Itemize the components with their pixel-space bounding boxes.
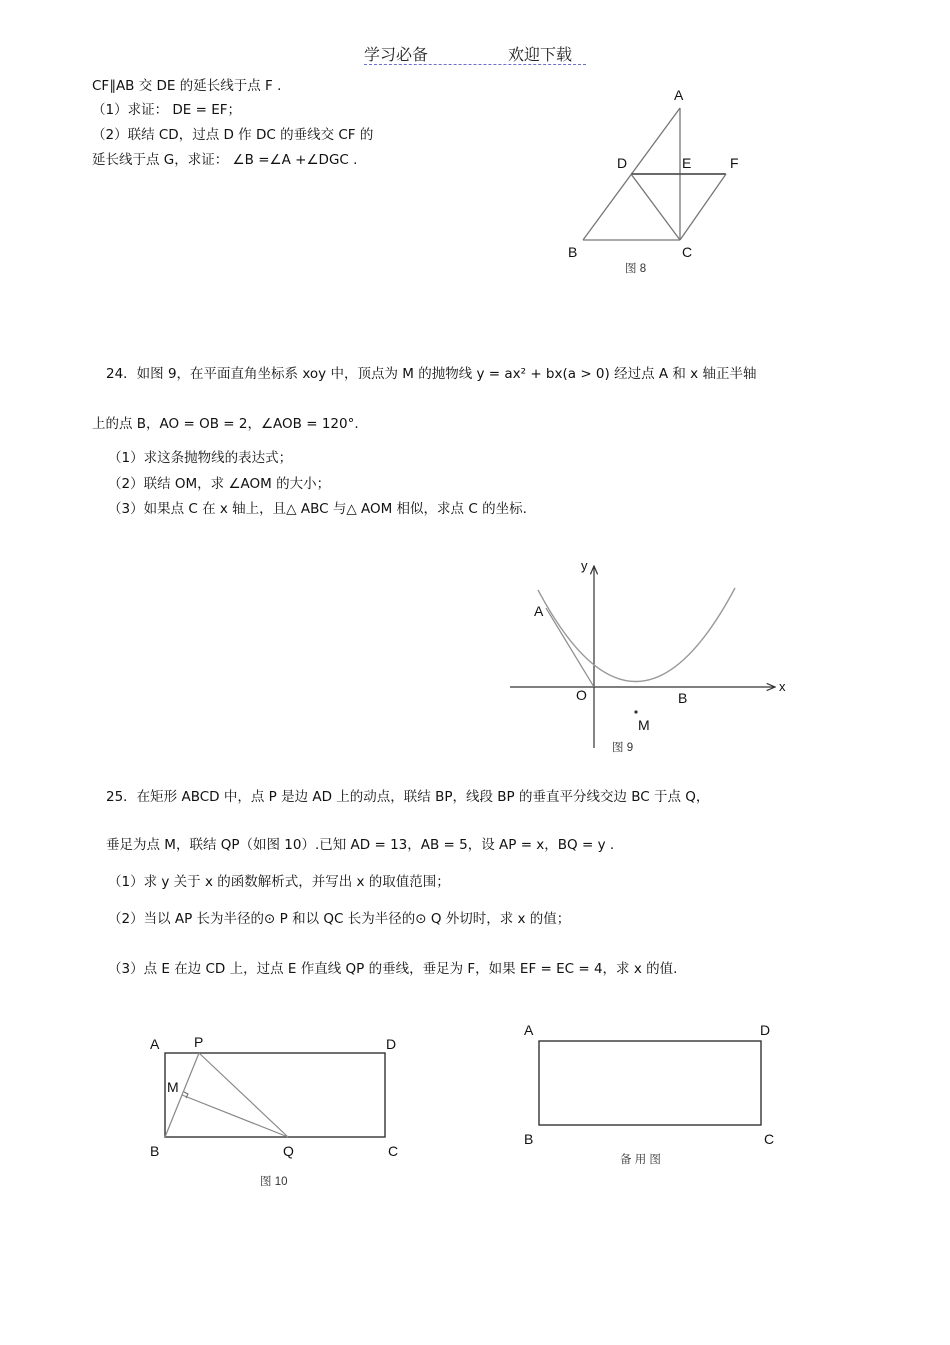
- label-M: M: [167, 1079, 179, 1095]
- label-A: A: [674, 87, 684, 103]
- p25-line-4: （2）当以 AP 长为半径的⊙ P 和以 QC 长为半径的⊙ Q 外切时，求 x 的值；: [108, 911, 571, 927]
- p25-line-3: （1）求 y 关于 x 的函数解析式，并写出 x 的取值范围；: [108, 874, 450, 890]
- figure-9: [500, 552, 800, 762]
- figure-8-caption: 图 8: [625, 263, 647, 275]
- label-M: M: [638, 717, 650, 733]
- label-x: x: [779, 679, 786, 694]
- header-left: 学习必备: [364, 45, 429, 64]
- label-B: B: [678, 690, 688, 706]
- figure-10: [140, 1030, 420, 1200]
- p23-line-1: CF∥AB 交 DE 的延长线于点 F .: [92, 78, 282, 94]
- figure-9-caption: 图 9: [612, 742, 634, 754]
- p24-line-3: （1）求这条抛物线的表达式；: [108, 450, 293, 466]
- label-A: A: [524, 1022, 534, 1038]
- p24-line-5: （3）如果点 C 在 x 轴上，且△ ABC 与△ AOM 相似，求点 C 的坐标.: [108, 501, 527, 517]
- label-C: C: [388, 1143, 399, 1159]
- p25-line-1: 25．在矩形 ABCD 中，点 P 是边 AD 上的动点，联结 BP，线段 BP 的垂直平分线交边 BC 于点 Q，: [106, 789, 710, 805]
- p25-line-2: 垂足为点 M，联结 QP（如图 10）.已知 AD = 13，AB = 5，设 AP = x，BQ = y .: [106, 837, 615, 853]
- label-D: D: [617, 155, 628, 171]
- label-D: D: [386, 1036, 397, 1052]
- figure-spare: [515, 1018, 790, 1173]
- line-CF: [680, 174, 726, 240]
- segment-PQ: [199, 1053, 288, 1137]
- p24-line-4: （2）联结 OM，求 ∠AOM 的大小；: [108, 476, 331, 492]
- header-right: 欢迎下载: [508, 45, 573, 64]
- figure-spare-caption: 备 用 图: [620, 1154, 661, 1166]
- p25-line-5: （3）点 E 在边 CD 上，过点 E 作直线 QP 的垂线，垂足为 F，如果 EF = EC = 4，求 x 的值.: [108, 961, 678, 977]
- label-y: y: [581, 558, 588, 573]
- p24-line-2: 上的点 B，AO = OB = 2，∠AOB = 120°.: [92, 416, 359, 432]
- p24-line-1: 24．如图 9，在平面直角坐标系 xoy 中，顶点为 M 的抛物线 y = ax² + bx(a > 0) 经过点 A 和 x 轴正半轴: [106, 366, 757, 382]
- label-A: A: [150, 1036, 160, 1052]
- segment-MQ: [182, 1095, 288, 1137]
- figure-10-caption: 图 10: [260, 1176, 288, 1188]
- label-Q: Q: [283, 1143, 294, 1159]
- p23-line-4: 延长线于点 G，求证： ∠B =∠A +∠DGC .: [92, 152, 358, 168]
- label-A: A: [534, 603, 544, 619]
- label-B: B: [568, 244, 578, 260]
- p23-line-2: （1）求证： DE = EF；: [92, 102, 241, 118]
- parabola-curve: [538, 588, 735, 682]
- p23-line-3: （2）联结 CD，过点 D 作 DC 的垂线交 CF 的: [92, 127, 374, 143]
- rect-ABCD-spare: [539, 1041, 761, 1125]
- line-DC: [631, 174, 680, 240]
- label-E: E: [682, 155, 692, 171]
- label-F: F: [730, 155, 739, 171]
- label-B: B: [150, 1143, 160, 1159]
- label-C: C: [764, 1131, 775, 1147]
- label-O: O: [576, 687, 587, 703]
- figure-8: [540, 80, 770, 280]
- segment-AO: [546, 608, 594, 687]
- label-D: D: [760, 1022, 771, 1038]
- label-P: P: [194, 1034, 204, 1050]
- header-underline: [364, 64, 586, 65]
- point-M: [634, 710, 637, 713]
- label-C: C: [682, 244, 693, 260]
- label-B: B: [524, 1131, 534, 1147]
